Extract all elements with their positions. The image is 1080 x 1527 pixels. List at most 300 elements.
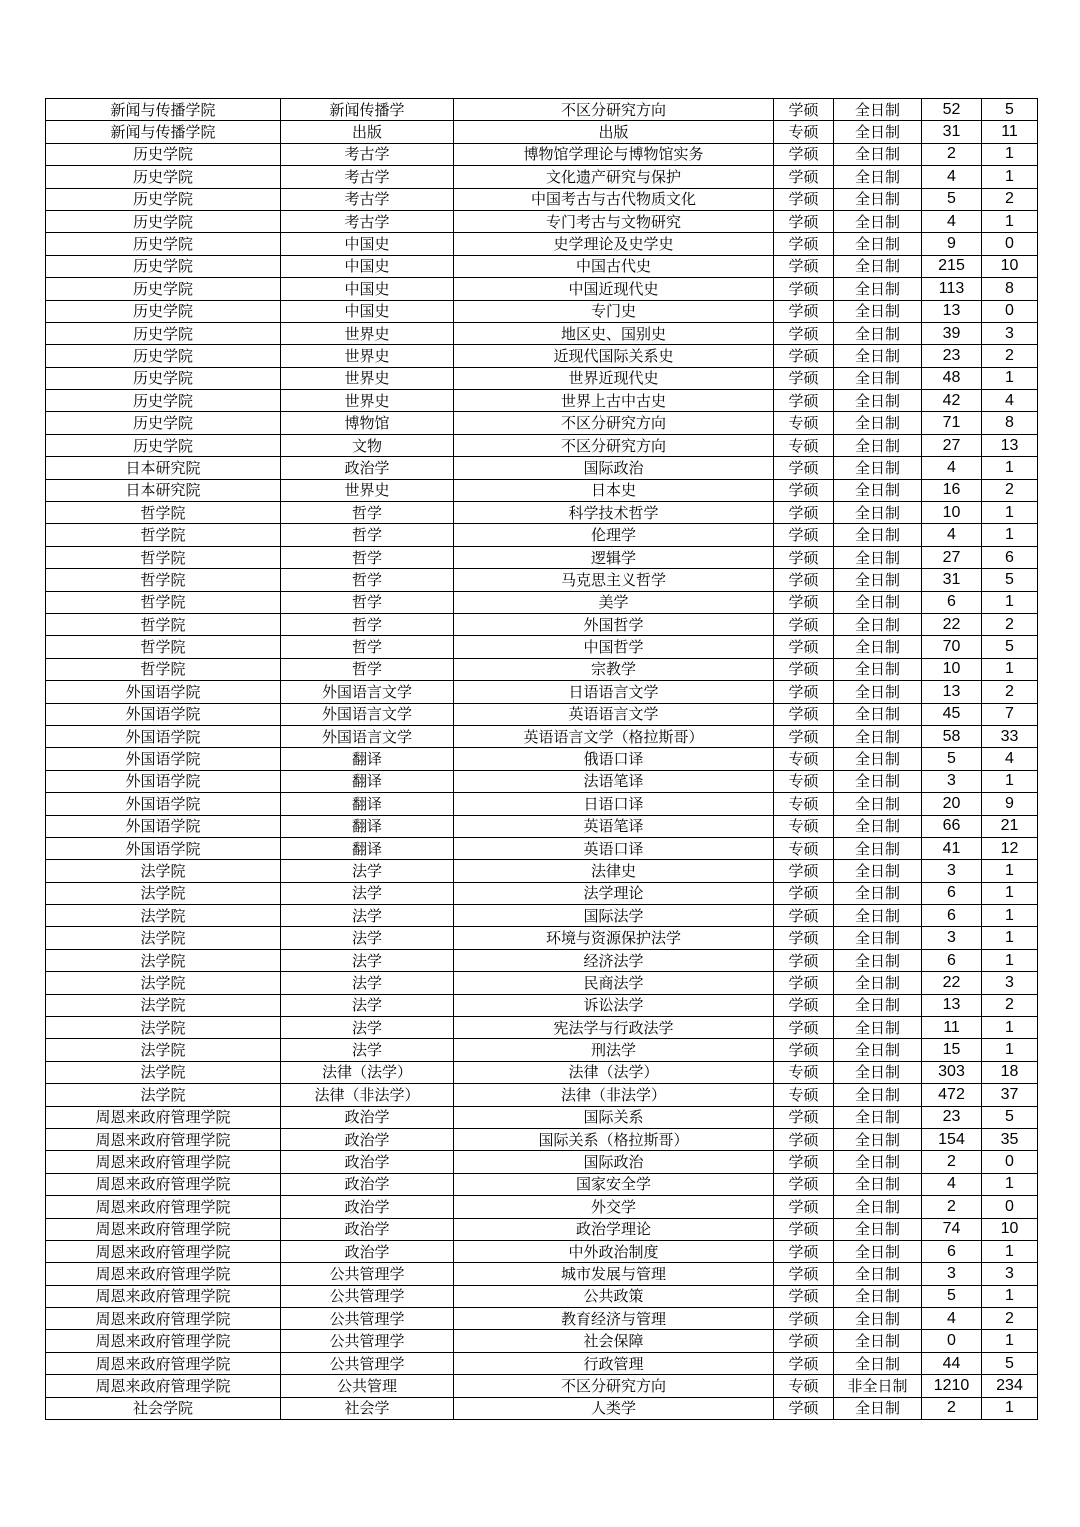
- table-row: [46, 1128, 1038, 1150]
- applicants-cell: 27: [922, 434, 982, 456]
- study-mode-cell: 全日制: [834, 658, 922, 680]
- applicants-cell: 5: [922, 188, 982, 210]
- college-cell: 外国语学院: [46, 793, 281, 815]
- applicants-cell: 2: [922, 1397, 982, 1419]
- research-direction-cell: 日本史: [454, 479, 774, 501]
- research-direction-cell: 世界上古中古史: [454, 390, 774, 412]
- study-mode-cell: 全日制: [834, 1084, 922, 1106]
- study-mode-cell: 全日制: [834, 1263, 922, 1285]
- research-direction-cell: 地区史、国别史: [454, 322, 774, 344]
- applicants-cell: 303: [922, 1061, 982, 1083]
- research-direction-cell: 法律史: [454, 860, 774, 882]
- study-mode-cell: 全日制: [834, 546, 922, 568]
- admitted-cell: 6: [982, 546, 1038, 568]
- applicants-cell: 10: [922, 658, 982, 680]
- degree-type-cell: 专硕: [774, 815, 834, 837]
- degree-type-cell: 学硕: [774, 882, 834, 904]
- table-row: [46, 143, 1038, 165]
- college-cell: 法学院: [46, 1061, 281, 1083]
- college-cell: 历史学院: [46, 278, 281, 300]
- research-direction-cell: 环境与资源保护法学: [454, 927, 774, 949]
- applicants-cell: 4: [922, 524, 982, 546]
- degree-type-cell: 学硕: [774, 725, 834, 747]
- applicants-cell: 4: [922, 166, 982, 188]
- study-mode-cell: 全日制: [834, 1039, 922, 1061]
- degree-type-cell: 学硕: [774, 1106, 834, 1128]
- degree-type-cell: 学硕: [774, 345, 834, 367]
- degree-type-cell: 学硕: [774, 300, 834, 322]
- table-row: [46, 882, 1038, 904]
- discipline-cell: 法学: [281, 860, 454, 882]
- research-direction-cell: 政治学理论: [454, 1218, 774, 1240]
- research-direction-cell: 法语笔译: [454, 770, 774, 792]
- admitted-cell: 1: [982, 1173, 1038, 1195]
- degree-type-cell: 专硕: [774, 793, 834, 815]
- degree-type-cell: 学硕: [774, 591, 834, 613]
- college-cell: 周恩来政府管理学院: [46, 1218, 281, 1240]
- degree-type-cell: 学硕: [774, 1039, 834, 1061]
- discipline-cell: 文物: [281, 434, 454, 456]
- college-cell: 社会学院: [46, 1397, 281, 1419]
- degree-type-cell: 学硕: [774, 502, 834, 524]
- admitted-cell: 10: [982, 1218, 1038, 1240]
- study-mode-cell: 全日制: [834, 390, 922, 412]
- study-mode-cell: 全日制: [834, 255, 922, 277]
- table-row: [46, 1106, 1038, 1128]
- study-mode-cell: 全日制: [834, 457, 922, 479]
- applicants-cell: 6: [922, 949, 982, 971]
- discipline-cell: 博物馆: [281, 412, 454, 434]
- degree-type-cell: 学硕: [774, 278, 834, 300]
- degree-type-cell: 学硕: [774, 994, 834, 1016]
- degree-type-cell: 学硕: [774, 1330, 834, 1352]
- table-row: [46, 972, 1038, 994]
- applicants-cell: 15: [922, 1039, 982, 1061]
- applicants-cell: 10: [922, 502, 982, 524]
- study-mode-cell: 全日制: [834, 434, 922, 456]
- college-cell: 哲学院: [46, 636, 281, 658]
- admitted-cell: 37: [982, 1084, 1038, 1106]
- admitted-cell: 1: [982, 1039, 1038, 1061]
- study-mode-cell: 全日制: [834, 1061, 922, 1083]
- applicants-cell: 22: [922, 613, 982, 635]
- study-mode-cell: 全日制: [834, 524, 922, 546]
- study-mode-cell: 全日制: [834, 1240, 922, 1262]
- table-row: [46, 1084, 1038, 1106]
- college-cell: 周恩来政府管理学院: [46, 1151, 281, 1173]
- table-row: [46, 636, 1038, 658]
- discipline-cell: 公共管理学: [281, 1263, 454, 1285]
- table-row: [46, 591, 1038, 613]
- applicants-cell: 74: [922, 1218, 982, 1240]
- table-row: [46, 1330, 1038, 1352]
- study-mode-cell: 全日制: [834, 345, 922, 367]
- study-mode-cell: 全日制: [834, 1285, 922, 1307]
- table-row: [46, 99, 1038, 121]
- applicants-cell: 4: [922, 210, 982, 232]
- discipline-cell: 考古学: [281, 166, 454, 188]
- table-row: [46, 322, 1038, 344]
- research-direction-cell: 近现代国际关系史: [454, 345, 774, 367]
- research-direction-cell: 史学理论及史学史: [454, 233, 774, 255]
- table-row: [46, 412, 1038, 434]
- table-row: [46, 1308, 1038, 1330]
- study-mode-cell: 全日制: [834, 479, 922, 501]
- applicants-cell: 70: [922, 636, 982, 658]
- college-cell: 哲学院: [46, 591, 281, 613]
- applicants-cell: 13: [922, 300, 982, 322]
- applicants-cell: 5: [922, 748, 982, 770]
- research-direction-cell: 专门考古与文物研究: [454, 210, 774, 232]
- admitted-cell: 2: [982, 1308, 1038, 1330]
- applicants-cell: 2: [922, 143, 982, 165]
- applicants-cell: 5: [922, 1285, 982, 1307]
- college-cell: 新闻与传播学院: [46, 121, 281, 143]
- table-row: [46, 1375, 1038, 1397]
- applicants-cell: 3: [922, 770, 982, 792]
- degree-type-cell: 学硕: [774, 1017, 834, 1039]
- discipline-cell: 中国史: [281, 278, 454, 300]
- degree-type-cell: 学硕: [774, 1173, 834, 1195]
- table-row: [46, 860, 1038, 882]
- discipline-cell: 考古学: [281, 210, 454, 232]
- discipline-cell: 哲学: [281, 524, 454, 546]
- study-mode-cell: 全日制: [834, 860, 922, 882]
- admitted-cell: 1: [982, 210, 1038, 232]
- degree-type-cell: 学硕: [774, 143, 834, 165]
- research-direction-cell: 社会保障: [454, 1330, 774, 1352]
- table-row: [46, 569, 1038, 591]
- applicants-cell: 52: [922, 99, 982, 121]
- applicants-cell: 3: [922, 1263, 982, 1285]
- table-body: [46, 99, 1038, 1420]
- college-cell: 历史学院: [46, 390, 281, 412]
- college-cell: 法学院: [46, 972, 281, 994]
- research-direction-cell: 伦理学: [454, 524, 774, 546]
- applicants-cell: 13: [922, 994, 982, 1016]
- research-direction-cell: 外国哲学: [454, 613, 774, 635]
- applicants-cell: 2: [922, 1151, 982, 1173]
- research-direction-cell: 文化遗产研究与保护: [454, 166, 774, 188]
- applicants-cell: 31: [922, 569, 982, 591]
- degree-type-cell: 专硕: [774, 1375, 834, 1397]
- admitted-cell: 1: [982, 166, 1038, 188]
- table-row: [46, 613, 1038, 635]
- college-cell: 外国语学院: [46, 837, 281, 859]
- study-mode-cell: 全日制: [834, 994, 922, 1016]
- research-direction-cell: 中国哲学: [454, 636, 774, 658]
- applicants-cell: 6: [922, 1240, 982, 1262]
- table-row: [46, 1039, 1038, 1061]
- table-row: [46, 658, 1038, 680]
- college-cell: 日本研究院: [46, 479, 281, 501]
- table-row: [46, 524, 1038, 546]
- research-direction-cell: 科学技术哲学: [454, 502, 774, 524]
- admitted-cell: 5: [982, 636, 1038, 658]
- degree-type-cell: 学硕: [774, 457, 834, 479]
- table-row: [46, 949, 1038, 971]
- degree-type-cell: 学硕: [774, 1308, 834, 1330]
- college-cell: 哲学院: [46, 613, 281, 635]
- college-cell: 历史学院: [46, 345, 281, 367]
- degree-type-cell: 专硕: [774, 748, 834, 770]
- research-direction-cell: 教育经济与管理: [454, 1308, 774, 1330]
- admitted-cell: 1: [982, 770, 1038, 792]
- admitted-cell: 2: [982, 479, 1038, 501]
- research-direction-cell: 行政管理: [454, 1352, 774, 1374]
- study-mode-cell: 全日制: [834, 613, 922, 635]
- admitted-cell: 5: [982, 99, 1038, 121]
- degree-type-cell: 学硕: [774, 255, 834, 277]
- research-direction-cell: 国家安全学: [454, 1173, 774, 1195]
- study-mode-cell: 全日制: [834, 322, 922, 344]
- research-direction-cell: 日语口译: [454, 793, 774, 815]
- discipline-cell: 外国语言文学: [281, 703, 454, 725]
- study-mode-cell: 全日制: [834, 99, 922, 121]
- admitted-cell: 9: [982, 793, 1038, 815]
- applicants-cell: 154: [922, 1128, 982, 1150]
- applicants-cell: 23: [922, 345, 982, 367]
- applicants-cell: 3: [922, 860, 982, 882]
- degree-type-cell: 学硕: [774, 99, 834, 121]
- research-direction-cell: 不区分研究方向: [454, 434, 774, 456]
- admitted-cell: 7: [982, 703, 1038, 725]
- applicants-cell: 16: [922, 479, 982, 501]
- study-mode-cell: 全日制: [834, 927, 922, 949]
- research-direction-cell: 国际法学: [454, 905, 774, 927]
- admitted-cell: 4: [982, 390, 1038, 412]
- college-cell: 法学院: [46, 1017, 281, 1039]
- college-cell: 周恩来政府管理学院: [46, 1240, 281, 1262]
- degree-type-cell: 学硕: [774, 860, 834, 882]
- discipline-cell: 政治学: [281, 1218, 454, 1240]
- admitted-cell: 1: [982, 591, 1038, 613]
- applicants-cell: 31: [922, 121, 982, 143]
- applicants-cell: 3: [922, 927, 982, 949]
- research-direction-cell: 世界近现代史: [454, 367, 774, 389]
- applicants-cell: 48: [922, 367, 982, 389]
- research-direction-cell: 城市发展与管理: [454, 1263, 774, 1285]
- college-cell: 日本研究院: [46, 457, 281, 479]
- discipline-cell: 政治学: [281, 1196, 454, 1218]
- applicants-cell: 4: [922, 1308, 982, 1330]
- degree-type-cell: 学硕: [774, 949, 834, 971]
- admitted-cell: 1: [982, 143, 1038, 165]
- research-direction-cell: 日语语言文学: [454, 681, 774, 703]
- table-row: [46, 1285, 1038, 1307]
- study-mode-cell: 全日制: [834, 591, 922, 613]
- table-row: [46, 502, 1038, 524]
- admitted-cell: 1: [982, 1017, 1038, 1039]
- discipline-cell: 翻译: [281, 815, 454, 837]
- college-cell: 法学院: [46, 927, 281, 949]
- research-direction-cell: 出版: [454, 121, 774, 143]
- table-row: [46, 121, 1038, 143]
- admitted-cell: 3: [982, 972, 1038, 994]
- admitted-cell: 2: [982, 613, 1038, 635]
- degree-type-cell: 学硕: [774, 569, 834, 591]
- table-row: [46, 1151, 1038, 1173]
- table-row: [46, 1240, 1038, 1262]
- table-row: [46, 1061, 1038, 1083]
- discipline-cell: 法律（非法学）: [281, 1084, 454, 1106]
- degree-type-cell: 学硕: [774, 1397, 834, 1419]
- table-row: [46, 188, 1038, 210]
- college-cell: 历史学院: [46, 255, 281, 277]
- admitted-cell: 2: [982, 188, 1038, 210]
- research-direction-cell: 经济法学: [454, 949, 774, 971]
- study-mode-cell: 全日制: [834, 210, 922, 232]
- applicants-cell: 22: [922, 972, 982, 994]
- research-direction-cell: 不区分研究方向: [454, 1375, 774, 1397]
- admitted-cell: 13: [982, 434, 1038, 456]
- admitted-cell: 2: [982, 681, 1038, 703]
- research-direction-cell: 宗教学: [454, 658, 774, 680]
- discipline-cell: 世界史: [281, 367, 454, 389]
- discipline-cell: 外国语言文学: [281, 725, 454, 747]
- table-row: [46, 1352, 1038, 1374]
- applicants-cell: 27: [922, 546, 982, 568]
- degree-type-cell: 学硕: [774, 479, 834, 501]
- admitted-cell: 21: [982, 815, 1038, 837]
- degree-type-cell: 学硕: [774, 524, 834, 546]
- study-mode-cell: 全日制: [834, 121, 922, 143]
- applicants-cell: 4: [922, 1173, 982, 1195]
- admitted-cell: 5: [982, 1352, 1038, 1374]
- discipline-cell: 政治学: [281, 1173, 454, 1195]
- discipline-cell: 公共管理学: [281, 1285, 454, 1307]
- degree-type-cell: 学硕: [774, 636, 834, 658]
- applicants-cell: 13: [922, 681, 982, 703]
- degree-type-cell: 学硕: [774, 233, 834, 255]
- discipline-cell: 哲学: [281, 546, 454, 568]
- college-cell: 外国语学院: [46, 770, 281, 792]
- table-row: [46, 927, 1038, 949]
- degree-type-cell: 学硕: [774, 322, 834, 344]
- discipline-cell: 中国史: [281, 233, 454, 255]
- table-row: [46, 434, 1038, 456]
- study-mode-cell: 全日制: [834, 815, 922, 837]
- college-cell: 历史学院: [46, 322, 281, 344]
- research-direction-cell: 英语口译: [454, 837, 774, 859]
- admitted-cell: 0: [982, 233, 1038, 255]
- degree-type-cell: 学硕: [774, 972, 834, 994]
- degree-type-cell: 学硕: [774, 1263, 834, 1285]
- admitted-cell: 1: [982, 524, 1038, 546]
- discipline-cell: 出版: [281, 121, 454, 143]
- research-direction-cell: 法律（非法学）: [454, 1084, 774, 1106]
- discipline-cell: 政治学: [281, 457, 454, 479]
- table-row: [46, 703, 1038, 725]
- applicants-cell: 11: [922, 1017, 982, 1039]
- applicants-cell: 45: [922, 703, 982, 725]
- degree-type-cell: 专硕: [774, 434, 834, 456]
- study-mode-cell: 全日制: [834, 1151, 922, 1173]
- study-mode-cell: 全日制: [834, 1218, 922, 1240]
- research-direction-cell: 法律（法学）: [454, 1061, 774, 1083]
- discipline-cell: 哲学: [281, 658, 454, 680]
- college-cell: 外国语学院: [46, 748, 281, 770]
- table-row: [46, 748, 1038, 770]
- applicants-cell: 66: [922, 815, 982, 837]
- discipline-cell: 世界史: [281, 479, 454, 501]
- admitted-cell: 1: [982, 905, 1038, 927]
- college-cell: 周恩来政府管理学院: [46, 1330, 281, 1352]
- study-mode-cell: 全日制: [834, 166, 922, 188]
- research-direction-cell: 国际政治: [454, 457, 774, 479]
- college-cell: 历史学院: [46, 166, 281, 188]
- discipline-cell: 法学: [281, 927, 454, 949]
- discipline-cell: 翻译: [281, 837, 454, 859]
- admitted-cell: 33: [982, 725, 1038, 747]
- admitted-cell: 11: [982, 121, 1038, 143]
- degree-type-cell: 学硕: [774, 546, 834, 568]
- college-cell: 周恩来政府管理学院: [46, 1263, 281, 1285]
- applicants-cell: 113: [922, 278, 982, 300]
- degree-type-cell: 学硕: [774, 1151, 834, 1173]
- discipline-cell: 哲学: [281, 591, 454, 613]
- admitted-cell: 3: [982, 1263, 1038, 1285]
- table-row: [46, 837, 1038, 859]
- study-mode-cell: 全日制: [834, 949, 922, 971]
- table-row: [46, 994, 1038, 1016]
- table-row: [46, 793, 1038, 815]
- table-row: [46, 1397, 1038, 1419]
- study-mode-cell: 全日制: [834, 1106, 922, 1128]
- degree-type-cell: 学硕: [774, 390, 834, 412]
- data-table: [45, 98, 1038, 1420]
- college-cell: 外国语学院: [46, 703, 281, 725]
- applicants-cell: 6: [922, 905, 982, 927]
- study-mode-cell: 全日制: [834, 300, 922, 322]
- research-direction-cell: 英语语言文学: [454, 703, 774, 725]
- research-direction-cell: 法学理论: [454, 882, 774, 904]
- college-cell: 周恩来政府管理学院: [46, 1128, 281, 1150]
- discipline-cell: 翻译: [281, 793, 454, 815]
- research-direction-cell: 美学: [454, 591, 774, 613]
- discipline-cell: 法学: [281, 882, 454, 904]
- college-cell: 周恩来政府管理学院: [46, 1308, 281, 1330]
- study-mode-cell: 全日制: [834, 502, 922, 524]
- discipline-cell: 新闻传播学: [281, 99, 454, 121]
- research-direction-cell: 国际关系: [454, 1106, 774, 1128]
- admitted-cell: 18: [982, 1061, 1038, 1083]
- table-row: [46, 233, 1038, 255]
- degree-type-cell: 学硕: [774, 166, 834, 188]
- table-row: [46, 1196, 1038, 1218]
- college-cell: 历史学院: [46, 188, 281, 210]
- college-cell: 周恩来政府管理学院: [46, 1196, 281, 1218]
- discipline-cell: 社会学: [281, 1397, 454, 1419]
- study-mode-cell: 全日制: [834, 681, 922, 703]
- study-mode-cell: 非全日制: [834, 1375, 922, 1397]
- table-row: [46, 1218, 1038, 1240]
- table-row: [46, 367, 1038, 389]
- discipline-cell: 考古学: [281, 188, 454, 210]
- study-mode-cell: 全日制: [834, 725, 922, 747]
- discipline-cell: 中国史: [281, 300, 454, 322]
- admitted-cell: 1: [982, 860, 1038, 882]
- admitted-cell: 10: [982, 255, 1038, 277]
- study-mode-cell: 全日制: [834, 793, 922, 815]
- college-cell: 哲学院: [46, 524, 281, 546]
- study-mode-cell: 全日制: [834, 1173, 922, 1195]
- discipline-cell: 政治学: [281, 1128, 454, 1150]
- study-mode-cell: 全日制: [834, 233, 922, 255]
- college-cell: 历史学院: [46, 367, 281, 389]
- applicants-cell: 71: [922, 412, 982, 434]
- research-direction-cell: 外交学: [454, 1196, 774, 1218]
